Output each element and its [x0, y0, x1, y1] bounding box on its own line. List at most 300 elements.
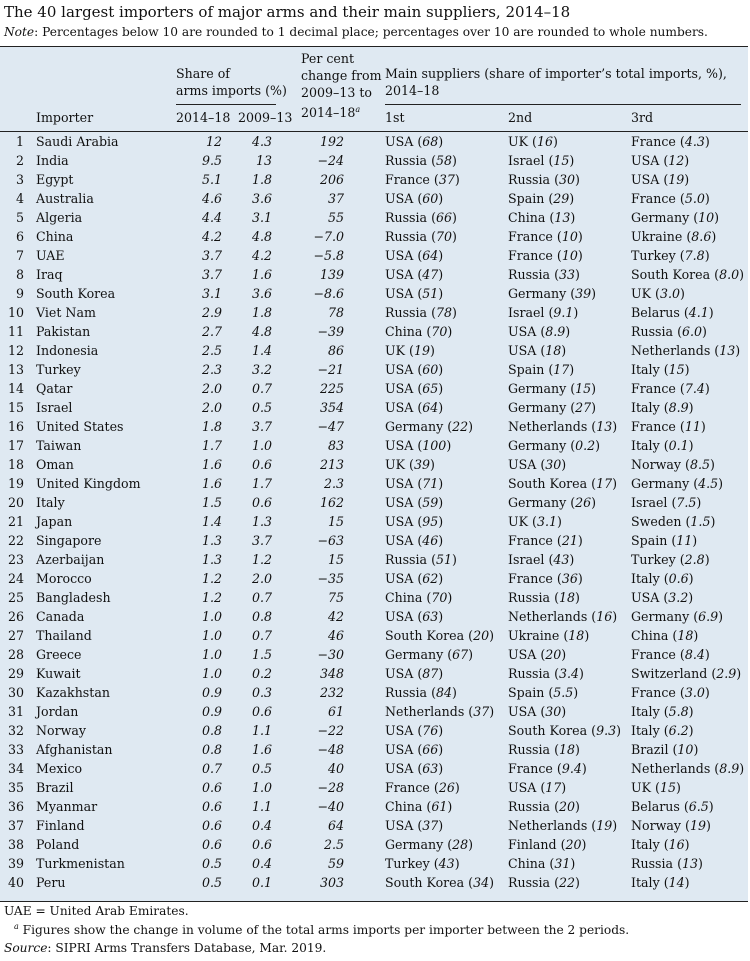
rank-cell: 39	[7, 856, 24, 871]
supplier-share: 2.9	[716, 666, 737, 681]
supplier-name: Russia	[508, 267, 551, 282]
supplier-name: Germany	[385, 647, 444, 662]
supplier-name: Israel	[508, 552, 545, 567]
table-note	[4, 25, 708, 39]
supplier-1-cell: USA (76)	[385, 723, 444, 738]
rank-cell: 17	[7, 438, 24, 453]
supplier-3-cell: South Korea (8.0)	[631, 267, 745, 282]
table-row	[0, 398, 748, 417]
share-2014-cell: 3.7	[201, 248, 222, 263]
rank-cell: 38	[7, 837, 24, 852]
supplier-share: 8.5	[689, 457, 710, 472]
supplier-share: 58	[435, 153, 453, 168]
change-cell: 303	[319, 875, 344, 890]
share-2014-cell: 12	[205, 134, 222, 149]
supplier-name: China	[385, 590, 423, 605]
change-cell: −48	[317, 742, 344, 757]
supplier-share: 13	[681, 856, 699, 871]
supplier-name: Italy	[631, 704, 660, 719]
supplier-name: Germany	[385, 419, 444, 434]
share-2009-cell: 0.4	[251, 856, 272, 871]
change-cell: 192	[319, 134, 344, 149]
supplier-2-cell: Spain (5.5)	[508, 685, 579, 700]
supplier-name: USA	[508, 343, 537, 358]
share-2009-cell: 0.7	[251, 628, 272, 643]
change-cell: −35	[317, 571, 344, 586]
supplier-name: China	[508, 210, 546, 225]
supplier-name: UK	[385, 343, 406, 358]
table-row	[0, 341, 748, 360]
share-2014-cell: 1.2	[201, 590, 222, 605]
rank-cell: 36	[7, 799, 24, 814]
rank-cell: 34	[7, 761, 24, 776]
supplier-name: South Korea	[631, 267, 711, 282]
supplier-name: USA	[508, 647, 537, 662]
header-share-line1: Share of	[176, 66, 230, 81]
note-label: Note	[4, 25, 35, 39]
supplier-share: 17	[553, 362, 570, 377]
header-change-line2: change from	[301, 68, 382, 83]
share-2014-cell: 1.7	[201, 438, 222, 453]
supplier-2-cell: Spain (17)	[508, 362, 575, 377]
change-cell: 2.5	[323, 837, 344, 852]
rank-cell: 28	[7, 647, 24, 662]
supplier-share: 70	[431, 590, 448, 605]
supplier-name: USA	[631, 172, 660, 187]
supplier-share: 62	[422, 571, 439, 586]
supplier-2-cell: Israel (9.1)	[508, 305, 579, 320]
supplier-name: Italy	[631, 875, 660, 890]
supplier-share: 7.5	[676, 495, 697, 510]
rank-cell: 12	[7, 343, 24, 358]
change-cell: −5.8	[313, 248, 344, 263]
supplier-3-cell: Italy (16)	[631, 837, 690, 852]
change-cell: −7.0	[313, 229, 344, 244]
supplier-name: USA	[385, 723, 414, 738]
supplier-1-cell: Netherlands (37)	[385, 704, 495, 719]
supplier-1-cell: South Korea (20)	[385, 628, 495, 643]
supplier-share: 17	[545, 780, 562, 795]
supplier-share: 39	[413, 457, 430, 472]
supplier-name: Italy	[631, 571, 660, 586]
share-2009-cell: 3.7	[251, 533, 272, 548]
supplier-share: 5.0	[684, 191, 705, 206]
supplier-share: 63	[422, 609, 439, 624]
supplier-share: 18	[545, 343, 562, 358]
supplier-name: Germany	[508, 286, 567, 301]
share-2009-cell: 1.7	[251, 476, 272, 491]
table-row	[0, 569, 748, 588]
change-cell: 40	[327, 761, 344, 776]
share-2009-cell: 3.2	[251, 362, 272, 377]
change-cell: 225	[319, 381, 344, 396]
header-change-period: 2014–18	[301, 105, 356, 121]
supplier-share: 13	[554, 210, 571, 225]
supplier-3-cell: Ukraine (8.6)	[631, 229, 717, 244]
rank-cell: 8	[15, 267, 24, 282]
supplier-name: Germany	[631, 476, 690, 491]
share-2009-cell: 1.8	[251, 172, 272, 187]
importer-cell: Afghanistan	[36, 742, 113, 757]
supplier-share: 36	[561, 571, 578, 586]
supplier-name: USA	[385, 134, 414, 149]
supplier-share: 4.3	[684, 134, 705, 149]
table-row	[0, 873, 748, 892]
supplier-2-cell: Israel (43)	[508, 552, 575, 567]
supplier-2-cell: USA (30)	[508, 457, 567, 472]
table-row	[0, 208, 748, 227]
rank-cell: 19	[7, 476, 24, 491]
supplier-share: 8.9	[668, 400, 689, 415]
supplier-share: 27	[575, 400, 592, 415]
rank-cell: 4	[15, 191, 24, 206]
source-label: Source	[4, 941, 48, 955]
supplier-name: Netherlands	[508, 818, 588, 833]
table-title: The 40 largest importers of major arms and their main suppliers, 2014–18	[4, 3, 571, 21]
supplier-2-cell: Ukraine (18)	[508, 628, 590, 643]
change-cell: 59	[327, 856, 344, 871]
share-2014-cell: 2.0	[201, 400, 222, 415]
table-row	[0, 246, 748, 265]
table-row	[0, 379, 748, 398]
footnote-a-text: Figures show the change in volume of the total arms imports per importer between the 2 periods.	[18, 923, 630, 938]
supplier-name: South Korea	[385, 628, 465, 643]
supplier-name: France	[631, 685, 676, 700]
supplier-share: 30	[545, 704, 562, 719]
supplier-share: 60	[422, 191, 439, 206]
rank-cell: 35	[7, 780, 24, 795]
supplier-1-cell: USA (59)	[385, 495, 444, 510]
change-cell: −8.6	[313, 286, 344, 301]
change-cell: 46	[327, 628, 344, 643]
supplier-2-cell: Germany (15)	[508, 381, 597, 396]
supplier-name: USA	[385, 191, 414, 206]
supplier-share: 3.1	[536, 514, 557, 529]
share-2009-cell: 1.6	[251, 267, 272, 282]
supplier-2-cell: USA (8.9)	[508, 324, 571, 339]
supplier-share: 87	[422, 666, 439, 681]
footnote-uae: UAE = United Arab Emirates.	[4, 904, 189, 918]
rank-cell: 40	[7, 875, 24, 890]
rank-cell: 18	[7, 457, 24, 472]
table-row	[0, 189, 748, 208]
supplier-share: 10	[677, 742, 694, 757]
importer-cell: Algeria	[36, 210, 83, 225]
supplier-name: South Korea	[508, 723, 588, 738]
supplier-name: Germany	[508, 381, 567, 396]
supplier-share: 14	[668, 875, 685, 890]
importer-cell: Peru	[36, 875, 66, 890]
table-row	[0, 645, 748, 664]
supplier-share: 68	[422, 134, 439, 149]
supplier-name: Spain	[508, 685, 545, 700]
supplier-1-cell: USA (68)	[385, 134, 444, 149]
supplier-1-cell: USA (60)	[385, 191, 444, 206]
importer-cell: Norway	[36, 723, 87, 738]
header-importer: Importer	[36, 110, 94, 125]
rank-cell: 27	[7, 628, 24, 643]
header-third: 3rd	[631, 110, 654, 125]
supplier-name: Russia	[508, 799, 551, 814]
supplier-3-cell: UK (15)	[631, 780, 681, 795]
table-row	[0, 588, 748, 607]
change-cell: −63	[317, 533, 344, 548]
supplier-name: Italy	[631, 400, 660, 415]
supplier-3-cell: China (18)	[631, 628, 699, 643]
table-row	[0, 721, 748, 740]
supplier-3-cell: Germany (6.9)	[631, 609, 724, 624]
share-2009-cell: 3.6	[251, 286, 272, 301]
supplier-name: Russia	[631, 324, 674, 339]
supplier-share: 11	[684, 419, 701, 434]
supplier-share: 20	[565, 837, 582, 852]
supplier-name: France	[631, 191, 676, 206]
share-2014-cell: 0.6	[201, 818, 222, 833]
supplier-name: USA	[385, 438, 414, 453]
change-cell: −24	[317, 153, 344, 168]
supplier-name: USA	[508, 704, 537, 719]
supplier-share: 43	[438, 856, 455, 871]
supplier-name: France	[508, 571, 553, 586]
supplier-name: Spain	[508, 362, 545, 377]
supplier-name: USA	[385, 818, 414, 833]
importer-cell: Turkmenistan	[36, 856, 125, 871]
supplier-share: 18	[677, 628, 694, 643]
supplier-3-cell: France (7.4)	[631, 381, 710, 396]
supplier-1-cell: USA (66)	[385, 742, 444, 757]
share-2009-cell: 0.6	[251, 495, 272, 510]
supplier-share: 26	[575, 495, 592, 510]
supplier-name: Ukraine	[631, 229, 683, 244]
rank-cell: 5	[15, 210, 24, 225]
supplier-name: Israel	[508, 305, 545, 320]
supplier-3-cell: Germany (10)	[631, 210, 720, 225]
supplier-share: 65	[422, 381, 439, 396]
change-cell: 232	[319, 685, 344, 700]
supplier-name: Sweden	[631, 514, 682, 529]
supplier-share: 19	[689, 818, 706, 833]
importer-cell: Egypt	[36, 172, 74, 187]
change-cell: 42	[327, 609, 344, 624]
table-row	[0, 265, 748, 284]
change-cell: 348	[319, 666, 344, 681]
supplier-name: USA	[508, 457, 537, 472]
header-first: 1st	[385, 110, 405, 125]
supplier-share: 16	[596, 609, 613, 624]
supplier-name: Italy	[631, 438, 660, 453]
rank-cell: 1	[15, 134, 24, 149]
supplier-3-cell: Italy (0.6)	[631, 571, 694, 586]
supplier-3-cell: Turkey (2.8)	[631, 552, 710, 567]
supplier-1-cell: Russia (51)	[385, 552, 457, 567]
supplier-name: Russia	[385, 552, 428, 567]
share-2014-cell: 1.2	[201, 571, 222, 586]
importer-cell: Greece	[36, 647, 82, 662]
supplier-share: 9.3	[596, 723, 617, 738]
share-2014-cell: 0.9	[201, 704, 222, 719]
supplier-2-cell: Finland (20)	[508, 837, 587, 852]
supplier-share: 11	[676, 533, 693, 548]
importer-cell: United Kingdom	[36, 476, 141, 491]
supplier-name: Germany	[385, 837, 444, 852]
importer-cell: Brazil	[36, 780, 74, 795]
supplier-share: 7.8	[684, 248, 705, 263]
supplier-name: UK	[508, 514, 529, 529]
supplier-share: 30	[545, 457, 562, 472]
supplier-name: Brazil	[631, 742, 669, 757]
supplier-share: 34	[473, 875, 490, 890]
supplier-2-cell: France (9.4)	[508, 761, 587, 776]
table-row	[0, 759, 748, 778]
share-2014-cell: 4.2	[201, 229, 222, 244]
change-cell: 83	[327, 438, 344, 453]
supplier-3-cell: Netherlands (13)	[631, 343, 741, 358]
supplier-share: 0.6	[668, 571, 689, 586]
importer-cell: Kuwait	[36, 666, 81, 681]
supplier-share: 3.0	[684, 685, 705, 700]
supplier-1-cell: Germany (67)	[385, 647, 474, 662]
share-2014-cell: 0.8	[201, 742, 222, 757]
supplier-share: 66	[435, 210, 453, 225]
share-2014-cell: 0.6	[201, 799, 222, 814]
importer-cell: Mexico	[36, 761, 83, 776]
supplier-name: Netherlands	[508, 609, 588, 624]
supplier-1-cell: USA (65)	[385, 381, 444, 396]
table-row	[0, 835, 748, 854]
importer-cell: Canada	[36, 609, 85, 624]
supplier-1-cell: USA (100)	[385, 438, 452, 453]
supplier-name: Italy	[631, 723, 660, 738]
supplier-share: 12	[668, 153, 685, 168]
supplier-name: Belarus	[631, 305, 680, 320]
supplier-share: 18	[568, 628, 585, 643]
supplier-share: 47	[422, 267, 439, 282]
share-2014-cell: 1.6	[201, 457, 222, 472]
rank-cell: 14	[7, 381, 24, 396]
supplier-3-cell: Israel (7.5)	[631, 495, 702, 510]
supplier-2-cell: Russia (18)	[508, 590, 580, 605]
rank-cell: 16	[7, 419, 24, 434]
supplier-1-cell: Germany (22)	[385, 419, 474, 434]
supplier-3-cell: Italy (0.1)	[631, 438, 694, 453]
supplier-name: UK	[631, 780, 652, 795]
share-2014-cell: 0.6	[201, 780, 222, 795]
supplier-2-cell: Germany (39)	[508, 286, 597, 301]
supplier-share: 63	[422, 761, 439, 776]
supplier-share: 4.1	[688, 305, 709, 320]
supplier-name: Germany	[631, 210, 690, 225]
table-row	[0, 816, 748, 835]
supplier-2-cell: Germany (0.2)	[508, 438, 601, 453]
supplier-2-cell: Russia (18)	[508, 742, 580, 757]
supplier-name: Russia	[508, 666, 551, 681]
table-row	[0, 607, 748, 626]
supplier-3-cell: France (4.3)	[631, 134, 710, 149]
supplier-name: Italy	[631, 362, 660, 377]
supplier-2-cell: Israel (15)	[508, 153, 575, 168]
supplier-1-cell: UK (39)	[385, 457, 435, 472]
change-cell: 354	[319, 400, 344, 415]
share-2014-cell: 0.5	[201, 875, 222, 890]
supplier-3-cell: USA (3.2)	[631, 590, 694, 605]
importer-cell: Singapore	[36, 533, 102, 548]
share-2009-cell: 1.0	[251, 780, 272, 795]
supplier-name: USA	[385, 533, 414, 548]
supplier-share: 18	[558, 742, 576, 757]
supplier-1-cell: USA (64)	[385, 400, 444, 415]
supplier-1-cell: South Korea (34)	[385, 875, 495, 890]
rank-cell: 32	[7, 723, 24, 738]
supplier-share: 21	[561, 533, 578, 548]
supplier-2-cell: South Korea (9.3)	[508, 723, 622, 738]
share-2014-cell: 1.0	[201, 647, 222, 662]
change-cell: 61	[327, 704, 344, 719]
supplier-2-cell: Russia (3.4)	[508, 666, 584, 681]
header-suppliers-line2: 2014–18	[385, 83, 440, 98]
header-change-line4	[301, 101, 360, 121]
supplier-share: 1.5	[690, 514, 711, 529]
supplier-name: Finland	[508, 837, 557, 852]
supplier-name: USA	[385, 362, 414, 377]
supplier-share: 84	[435, 685, 453, 700]
supplier-2-cell: UK (3.1)	[508, 514, 562, 529]
importer-cell: Qatar	[36, 381, 73, 396]
share-2009-cell: 1.0	[251, 438, 272, 453]
supplier-1-cell: USA (87)	[385, 666, 444, 681]
change-cell: 206	[319, 172, 344, 187]
supplier-1-cell: USA (46)	[385, 533, 444, 548]
importer-cell: Kazakhstan	[36, 685, 110, 700]
supplier-share: 9.1	[553, 305, 574, 320]
supplier-3-cell: Brazil (10)	[631, 742, 699, 757]
supplier-1-cell: Turkey (43)	[385, 856, 460, 871]
supplier-name: Germany	[508, 438, 567, 453]
supplier-share: 37	[473, 704, 490, 719]
share-2014-cell: 4.6	[201, 191, 222, 206]
table-row	[0, 360, 748, 379]
supplier-1-cell: Russia (58)	[385, 153, 457, 168]
supplier-2-cell: Russia (33)	[508, 267, 580, 282]
supplier-name: UK	[631, 286, 652, 301]
supplier-share: 22	[452, 419, 469, 434]
supplier-1-cell: Russia (84)	[385, 685, 457, 700]
rank-cell: 23	[7, 552, 24, 567]
rank-cell: 30	[7, 685, 24, 700]
supplier-share: 51	[422, 286, 439, 301]
importer-cell: Oman	[36, 457, 74, 472]
supplier-3-cell: Belarus (6.5)	[631, 799, 714, 814]
importer-cell: Indonesia	[36, 343, 99, 358]
supplier-1-cell: USA (95)	[385, 514, 444, 529]
supplier-share: 70	[431, 324, 448, 339]
change-cell: 86	[327, 343, 344, 358]
supplier-1-cell: France (26)	[385, 780, 460, 795]
supplier-2-cell: Russia (30)	[508, 172, 580, 187]
supplier-name: USA	[631, 590, 660, 605]
share-2014-cell: 1.8	[201, 419, 222, 434]
supplier-name: China	[631, 628, 669, 643]
rank-cell: 33	[7, 742, 24, 757]
change-cell: −40	[317, 799, 344, 814]
supplier-share: 20	[473, 628, 490, 643]
supplier-name: Russia	[385, 305, 428, 320]
supplier-1-cell: USA (63)	[385, 609, 444, 624]
supplier-share: 78	[435, 305, 453, 320]
supplier-name: Netherlands	[508, 419, 588, 434]
supplier-share: 16	[536, 134, 553, 149]
supplier-name: Russia	[508, 742, 551, 757]
supplier-share: 9.4	[561, 761, 582, 776]
